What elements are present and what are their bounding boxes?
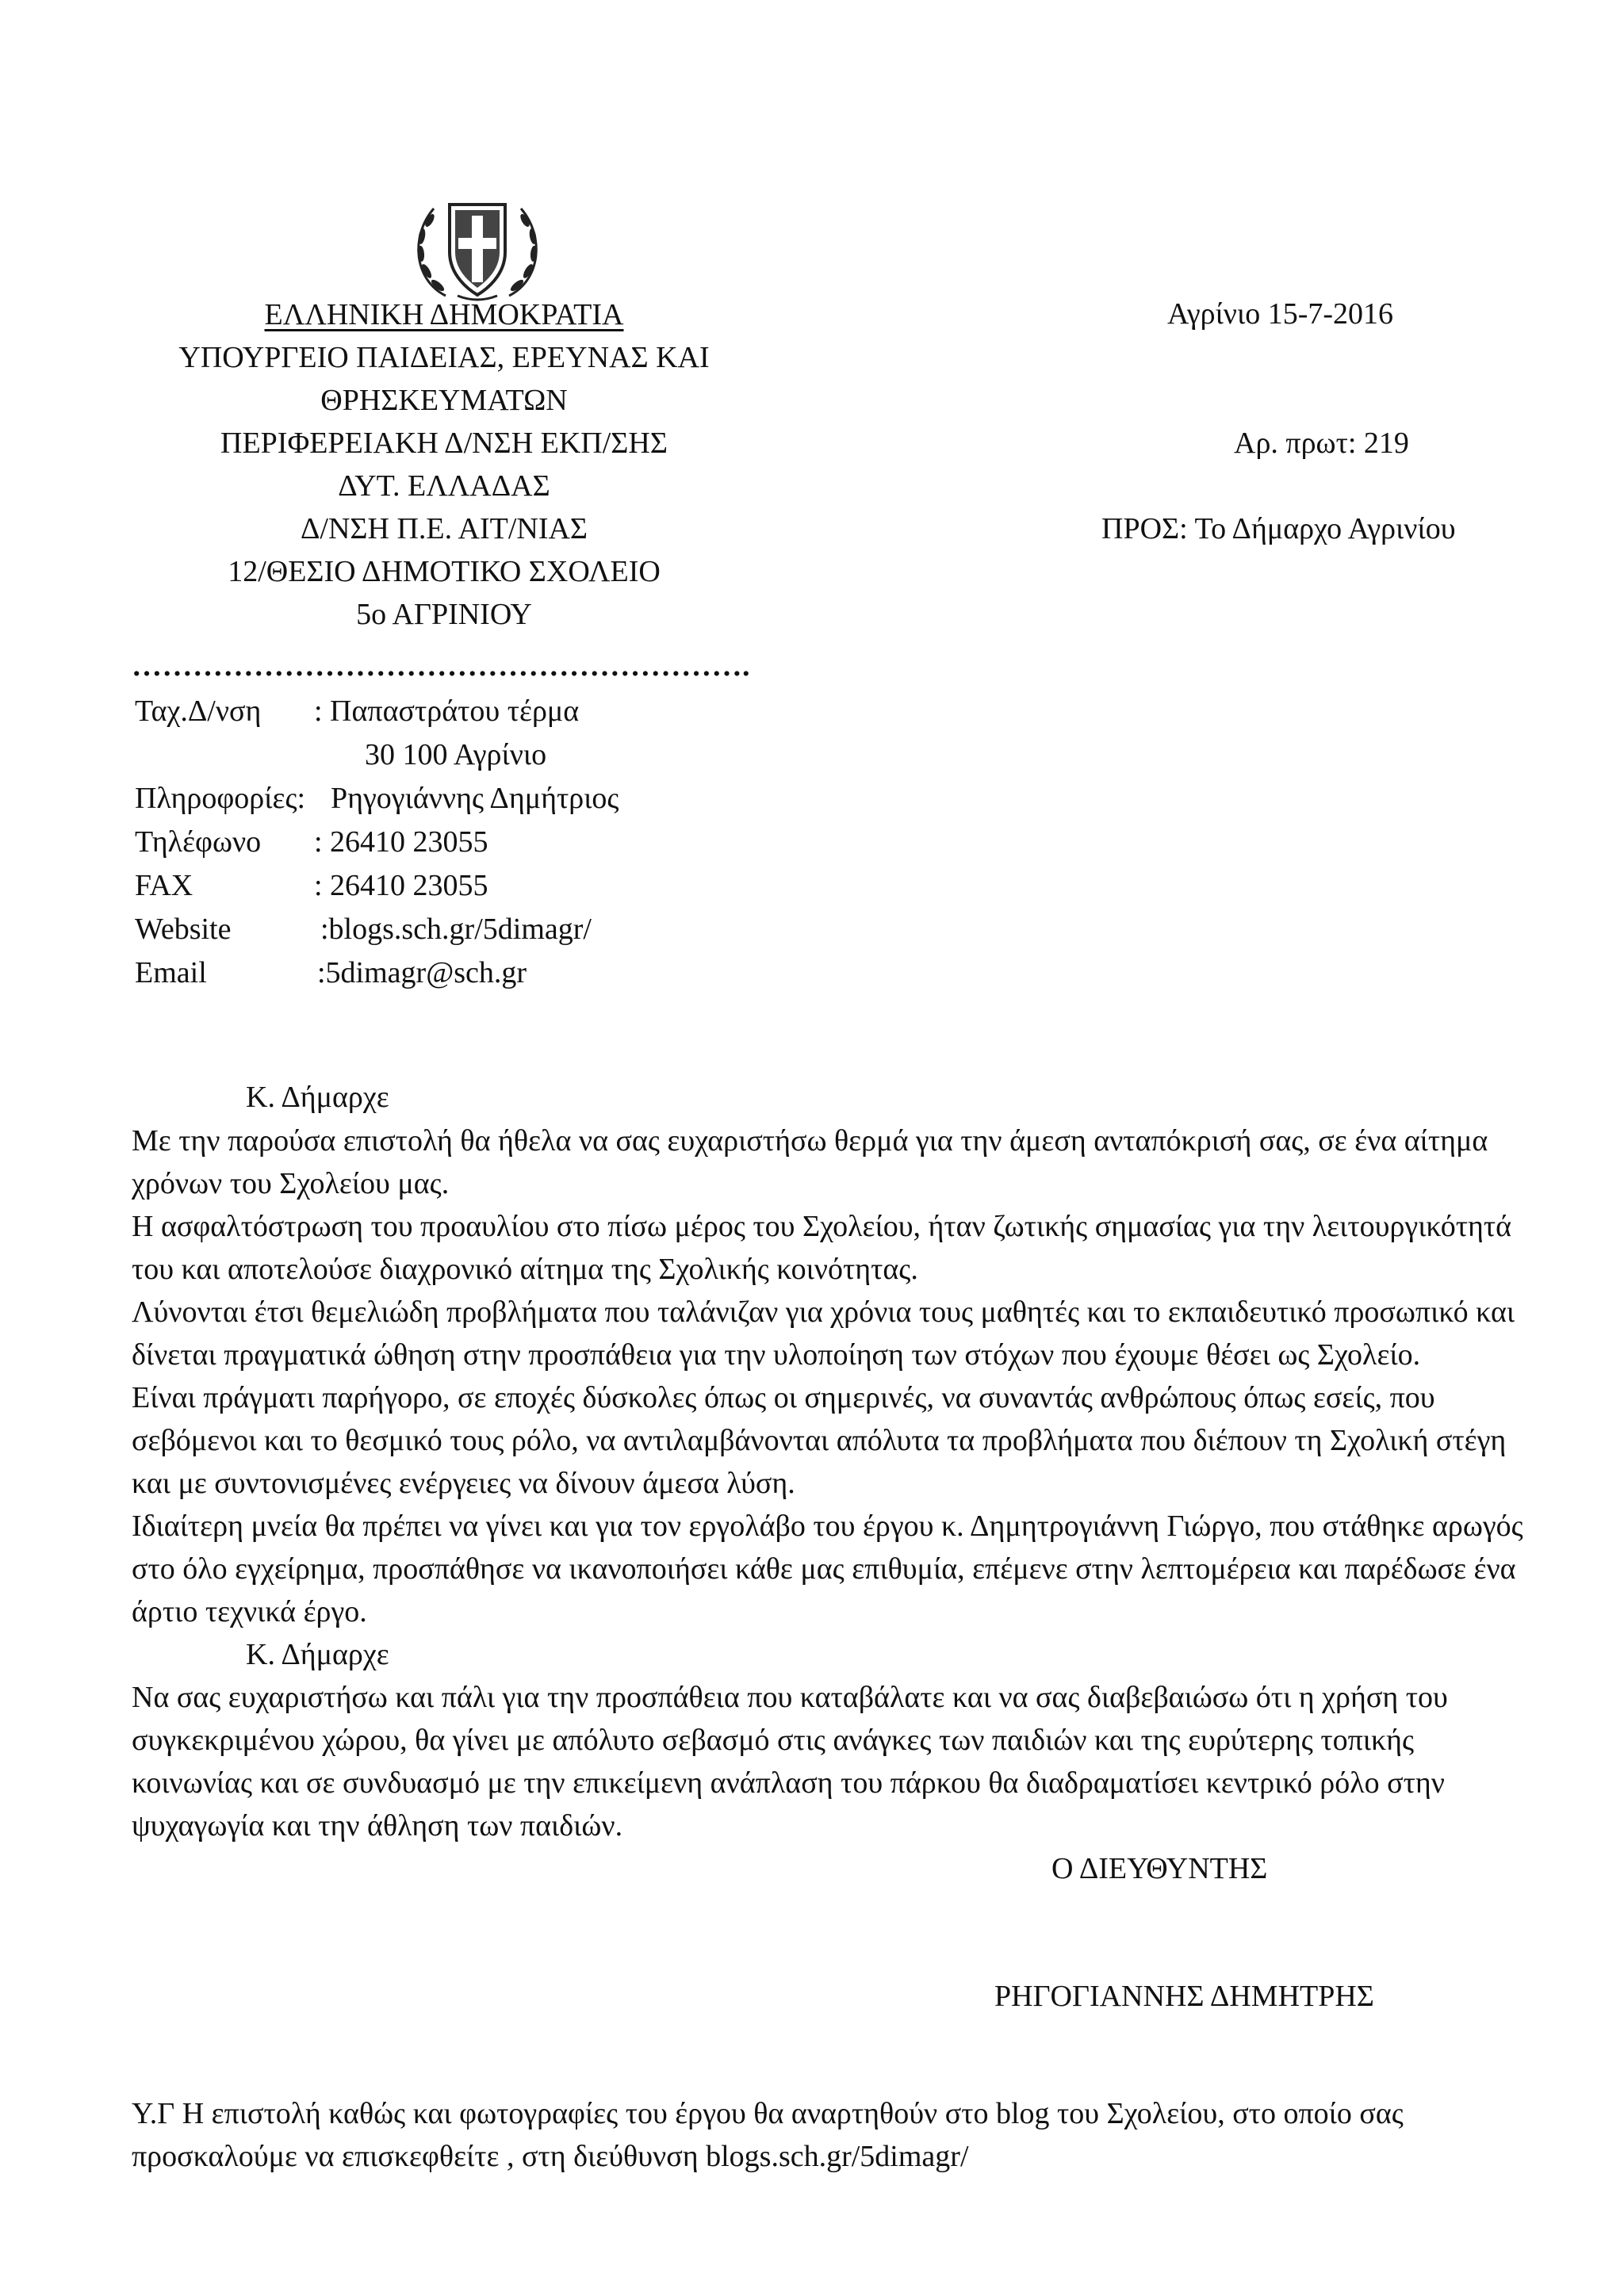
postal-value: 30 100 Αγρίνιο: [365, 738, 547, 771]
address-label: Ταχ.Δ/νση: [135, 695, 262, 728]
greek-coat-of-arms-icon: [398, 189, 557, 308]
primary-education-directorate: Δ/ΝΣΗ Π.Ε. ΑΙΤ/ΝΙΑΣ: [300, 512, 588, 545]
signatory-name: ΡΗΓΟΓΙΑΝΝΗΣ ΔΗΜΗΤΡΗΣ: [994, 1980, 1374, 2013]
info-label: Πληροφορίες:: [135, 782, 306, 815]
ministry-line-1: ΥΠΟΥΡΓΕΙΟ ΠΑΙΔΕΙΑΣ, ΕΡΕΥΝΑΣ ΚΑΙ: [178, 341, 710, 374]
phone-value: : 26410 23055: [314, 825, 488, 859]
ministry-line-2: ΘΡΗΣΚΕΥΜΑΤΩΝ: [320, 384, 568, 417]
sender-header: [111, 293, 777, 636]
regional-directorate-line-1: ΠΕΡΙΦΕΡΕΙΑΚΗ Δ/ΝΣΗ ΕΚΠ/ΣΗΣ: [220, 427, 668, 460]
letter-body: [132, 1119, 1527, 1847]
paragraph: Είναι πράγματι παρήγορο, σε εποχές δύσκολες όπως οι σημερινές, να συναντάς ανθρώπους όπως εσείς, που σεβόμενοι και το θεσμικό τους ρόλο, να αντιλαμβάνονται απόλυτα τα προβλήματα που διέπουν τη Σχολική στέγη και με συντονισμένες ενέργειες να δίνουν άμεσα λύση.: [132, 1381, 1507, 1500]
paragraph: Η ασφαλτόστρωση του προαυλίου στο πίσω μέρος του Σχολείου, ήταν ζωτικής σημασίας για την λειτουργικότητά του και αποτελούσε διαχρονικό αίτημα της Σχολικής κοινότητας.: [132, 1210, 1512, 1286]
protocol-number: Αρ. πρωτ: 219: [1234, 427, 1409, 460]
paragraph: Με την παρούσα επιστολή θα ήθελα να σας ευχαριστήσω θερμά για την άμεση ανταπόκρισή σας, σε ένα αίτημα χρόνων του Σχολείου μας.: [132, 1124, 1488, 1200]
fax-label: FAX: [135, 869, 193, 902]
letter-date: Αγρίνιο 15-7-2016: [1167, 297, 1394, 331]
fax-value: : 26410 23055: [314, 869, 488, 902]
website-label: Website: [135, 913, 232, 946]
republic-name: ΕΛΛΗΝΙΚΗ ΔΗΜΟΚΡΑΤΙΑ: [264, 298, 624, 331]
regional-directorate-line-2: ΔΥΤ. ΕΛΛΑΔΑΣ: [338, 469, 550, 503]
postscript-text: Υ.Γ Η επιστολή καθώς και φωτογραφίες του έργου θα αναρτηθούν στο blog του Σχολείου, στο οποίο σας προσκαλούμε να επισκεφθείτε , στη διεύθυνση blogs.sch.gr/5dimagr/: [132, 2097, 1404, 2173]
paragraph: Λύνονται έτσι θεμελιώδη προβλήματα που ταλάνιζαν για χρόνια τους μαθητές και το εκπαιδευτικό προσωπικό και δίνεται πραγματικά ώθηση στην προσπάθεια για την υλοποίηση των στόχων που έχουμε θέσει ως Σχολείο.: [132, 1295, 1515, 1372]
recipient: ΠΡΟΣ: Το Δήμαρχο Αγρινίου: [1101, 512, 1456, 545]
phone-label: Τηλέφωνο: [135, 825, 262, 859]
paragraph: Να σας ευχαριστήσω και πάλι για την προσπάθεια που καταβάλατε και να σας διαβεβαιώσω ότι η χρήση του συγκεκριμένου χώρου, θα γίνει με απόλυτο σεβασμό στις ανάγκες των παιδιών και της ευρύτερης τοπικής κοινωνίας και σε συνδυασμό με την επικείμενη ανάπλαση του πάρκου θα διαδραματίσει κεντρικό ρόλο στην ψυχαγωγία και την άθληση των παιδιών.: [132, 1681, 1448, 1843]
school-name: 5ο ΑΓΡΙΝΙΟΥ: [356, 598, 532, 631]
dotted-separator: …………………………………………………….: [132, 649, 750, 683]
greeting-second: Κ. Δήμαρχε: [246, 1638, 389, 1671]
email-label: Email: [135, 956, 207, 989]
paragraph: Ιδιαίτερη μνεία θα πρέπει να γίνει και για τον εργολάβο του έργου κ. Δημητρογιάννη Γιώργο, που στάθηκε αρωγός στο όλο εγχείρημα, προσπάθησε να ικανοποιήσει κάθε μας επιθυμία, επέμενε στην λεπτομέρεια και παρέδωσε ένα άρτιο τεχνικά έργο.: [132, 1510, 1523, 1628]
school-type: 12/ΘΕΣΙΟ ΔΗΜΟΤΙΚΟ ΣΧΟΛΕΙΟ: [228, 555, 661, 588]
info-value: Ρηγογιάννης Δημήτριος: [331, 782, 619, 815]
greeting: Κ. Δήμαρχε: [246, 1081, 389, 1114]
website-value: :blogs.sch.gr/5dimagr/: [320, 913, 592, 946]
signatory-title: Ο ΔΙΕΥΘΥΝΤΗΣ: [1051, 1852, 1268, 1885]
address-value: : Παπαστράτου τέρμα: [314, 695, 580, 728]
postscript: [132, 2092, 1559, 2178]
email-value: :5dimagr@sch.gr: [317, 956, 527, 989]
